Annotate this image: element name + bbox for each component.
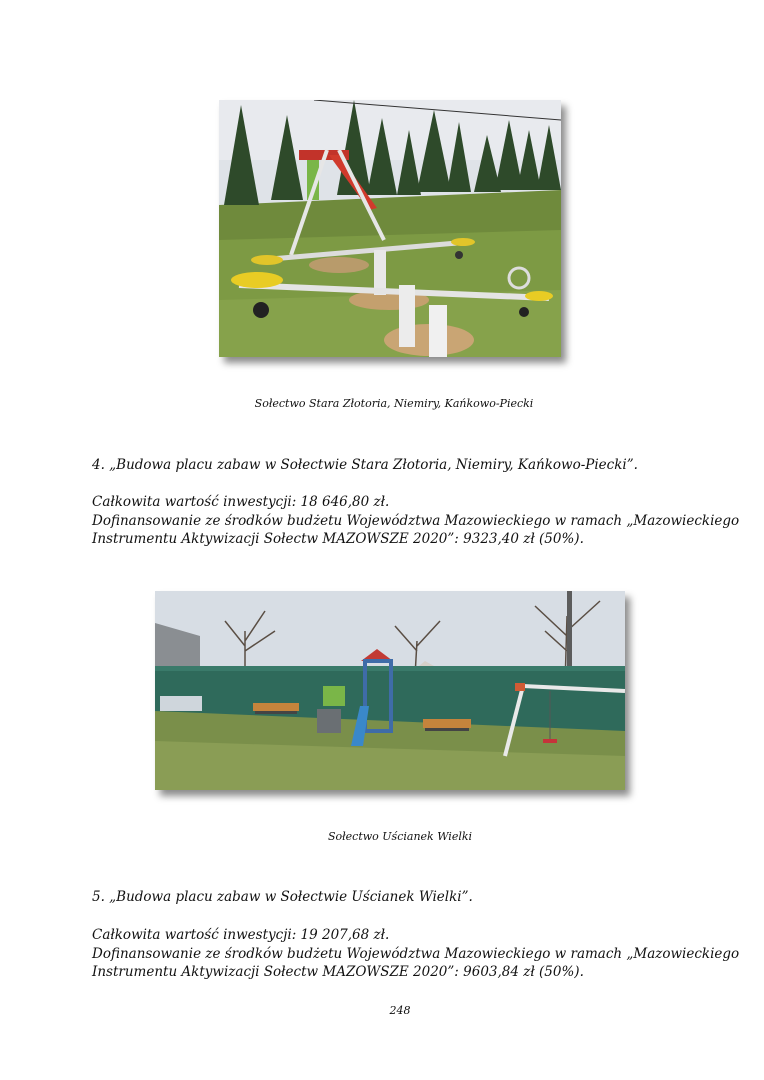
investment-heading: 5. „Budowa placu zabaw w Sołectwie Uścianek Wielki”. bbox=[92, 889, 473, 905]
photo-caption: Sołectwo Uścianek Wielki bbox=[327, 830, 473, 843]
investment-cost: Całkowita wartość inwestycji: 18 646,80 zł. bbox=[92, 494, 390, 510]
funding-text: Instrumentu Aktywizacji Sołectw MAZOWSZE 2020”: 9603,84 zł (50%). bbox=[92, 964, 584, 980]
playground-photo-stara-zlotoria bbox=[219, 100, 561, 357]
investment-heading: 4. „Budowa placu zabaw w Sołectwie Stara Złotoria, Niemiry, Kańkowo-Piecki”. bbox=[92, 457, 638, 473]
seesaw-image bbox=[219, 100, 561, 357]
page-number: 248 bbox=[389, 1004, 411, 1017]
playground-image bbox=[155, 591, 625, 790]
playground-photo-uscianek-wielki bbox=[155, 591, 625, 790]
photo-caption: Sołectwo Stara Złotoria, Niemiry, Kańkowo-Piecki bbox=[254, 397, 534, 410]
investment-cost: Całkowita wartość inwestycji: 19 207,68 zł. bbox=[92, 927, 390, 943]
funding-text: Dofinansowanie ze środków budżetu Województwa Mazowieckiego w ramach „Mazowieckiego bbox=[92, 513, 740, 529]
funding-text: Dofinansowanie ze środków budżetu Województwa Mazowieckiego w ramach „Mazowieckiego bbox=[92, 946, 740, 962]
funding-text: Instrumentu Aktywizacji Sołectw MAZOWSZE 2020”: 9323,40 zł (50%). bbox=[92, 531, 584, 547]
